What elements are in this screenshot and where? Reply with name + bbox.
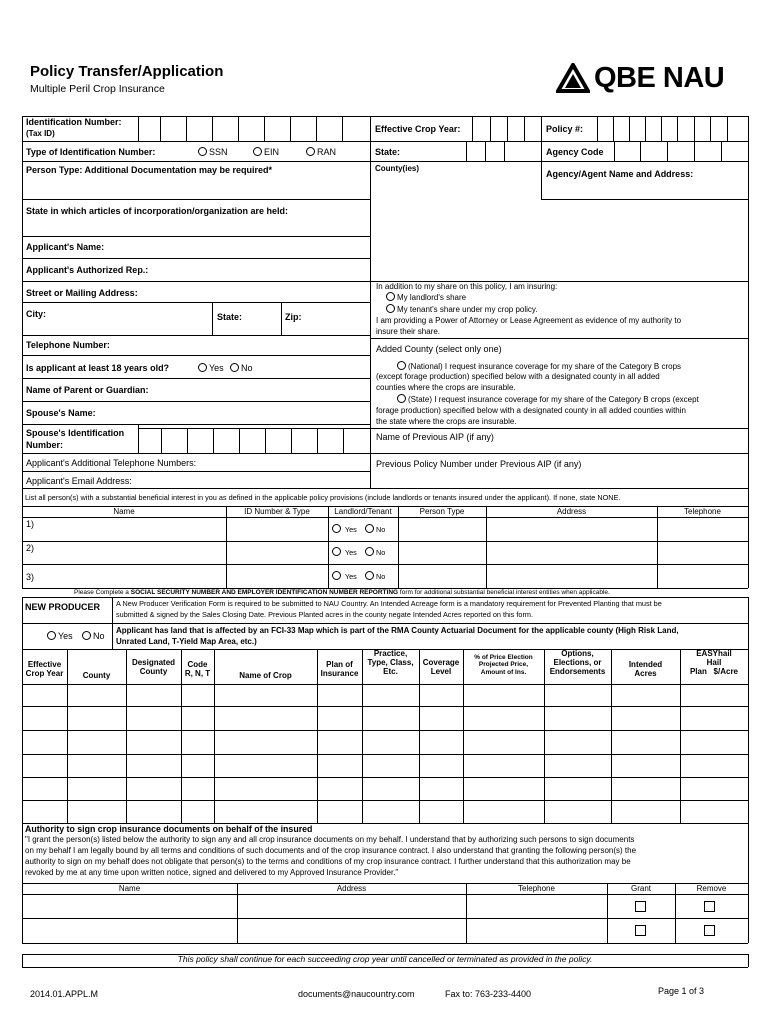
national-line-2: (except forage production) specified below with a designated county in all added [376, 372, 660, 381]
sbi-row-2-label: 2) [26, 543, 35, 553]
age-yes-option[interactable]: Yes [198, 363, 224, 373]
spouse-name-label: Spouse's Name: [26, 408, 96, 418]
age-no-option[interactable]: No [230, 363, 253, 373]
sbi-row-2-no-radio[interactable] [365, 547, 374, 556]
sbi-row-1-no[interactable]: No [365, 524, 385, 534]
sbi-row-1-no-radio[interactable] [365, 524, 374, 533]
national-radio[interactable] [397, 361, 406, 370]
crop-col-options: Options, Elections, or Endorsements [549, 649, 606, 677]
effective-crop-year-label: Effective Crop Year: [375, 124, 461, 134]
landlord-share-option[interactable]: My landlord's share [386, 292, 466, 302]
crop-col-easyhail: EASYhail Hail Plan $/Acre [689, 649, 739, 677]
city-state-label: State: [217, 312, 243, 322]
sbi-ssn-note: Please Complete a SOCIAL SECURITY NUMBER AND EMPLOYER IDENTIFICATION NUMBER REPORTING form for additional substantial beneficial interest entities when applicable. [74, 589, 610, 596]
logo-text: QBE NAU [594, 61, 725, 94]
sbi-row-1-label: 1) [26, 519, 35, 529]
ein-radio[interactable] [253, 147, 262, 156]
authority-title: Authority to sign crop insurance documents on behalf of the insured [25, 824, 313, 834]
sbi-row-1-yes-radio[interactable] [332, 524, 341, 533]
new-producer-text-1: A New Producer Verification Form is required to be submitted to NAU Country. An Intended Acreage form is a mandatory requirement for Prevented Planting that must be [116, 599, 662, 608]
page-subtitle: Multiple Peril Crop Insurance [30, 83, 165, 95]
previous-aip-label: Name of Previous AIP (if any) [376, 432, 494, 442]
poa-line-2: insure their share. [376, 327, 441, 336]
tax-id-label: (Tax ID) [26, 129, 55, 138]
tenant-share-radio[interactable] [386, 304, 395, 313]
telephone-label: Telephone Number: [26, 340, 110, 350]
counties-label: County(ies) [375, 164, 419, 173]
fci-yes-radio[interactable] [47, 631, 56, 640]
ein-option[interactable]: EIN [253, 147, 279, 157]
state-radio[interactable] [397, 394, 406, 403]
street-address-label: Street or Mailing Address: [26, 288, 138, 298]
added-county-label: Added County (select only one) [376, 344, 502, 354]
crop-col-county: County [82, 671, 111, 680]
grant-checkbox-1[interactable] [635, 901, 646, 912]
tenant-share-option[interactable]: My tenant's share under my crop policy. [386, 304, 538, 314]
state-incorporation-label: State in which articles of incorporation/organization are held: [26, 206, 289, 216]
age-no-radio[interactable] [230, 363, 239, 372]
zip-label: Zip: [285, 312, 302, 322]
continuation-notice: This policy shall continue for each succeeding crop year until cancelled or terminated as provided in the policy. [177, 954, 593, 964]
authority-text-2: on my behalf I am legally bound by all terms and conditions of such documents and of the crop insurance contract. I also understand that granting the following person(s) the [25, 846, 637, 855]
fci-yes-option[interactable]: Yes [47, 631, 73, 641]
fci-no-option[interactable]: No [82, 631, 105, 641]
remove-checkbox-1[interactable] [704, 901, 715, 912]
authority-col-grant: Grant [630, 884, 651, 893]
sbi-intro: List all person(s) with a substantial beneficial interest in you as defined in the applicable policy provisions (include landlords or tenants insured under the applicant). If none, state NONE. [25, 493, 621, 502]
ssn-radio[interactable] [198, 147, 207, 156]
previous-policy-label: Previous Policy Number under Previous AIP (if any) [376, 459, 582, 469]
ssn-option[interactable]: SSN [198, 147, 228, 157]
sbi-row-3-no[interactable]: No [365, 571, 385, 581]
authority-col-address: Address [336, 884, 367, 893]
sbi-row-3-no-radio[interactable] [365, 571, 374, 580]
company-logo [556, 60, 724, 96]
ran-option[interactable]: RAN [306, 147, 336, 157]
authority-text-4: revoked by me at any time upon written notice, signed and delivered to my Approved Insurance Provider." [25, 868, 399, 877]
email-label: Applicant's Email Address: [26, 476, 132, 486]
authority-col-telephone: Telephone [518, 884, 555, 893]
page-title: Policy Transfer/Application [30, 63, 224, 80]
agency-agent-label: Agency/Agent Name and Address: [546, 169, 694, 179]
crop-col-intended: Intended Acres [628, 660, 663, 679]
crop-col-effective: Effective Crop Year [25, 660, 64, 679]
crop-col-plan: Plan of Insurance [320, 660, 359, 679]
city-label: City: [26, 309, 46, 319]
authorized-rep-label: Applicant's Authorized Rep.: [26, 265, 149, 275]
identification-number-label: Identification Number: [26, 117, 122, 127]
fci-no-radio[interactable] [82, 631, 91, 640]
age-yes-radio[interactable] [198, 363, 207, 372]
ran-radio[interactable] [306, 147, 315, 156]
spouse-id-label-1: Spouse's Identification [26, 428, 125, 438]
sbi-row-2-yes-radio[interactable] [332, 547, 341, 556]
landlord-share-radio[interactable] [386, 292, 395, 301]
state-line-2: forage production) specified below with a designated county in all added counties within [376, 406, 686, 415]
sbi-row-3-label: 3) [26, 572, 35, 582]
authority-text-1: "I grant the person(s) listed below the authority to sign any and all crop insurance documents on my behalf. I understand that by authorizing such persons to sign documents [25, 835, 635, 844]
spouse-id-label-2: Number: [26, 440, 64, 450]
sbi-col-landlord: Landlord/Tenant [334, 507, 392, 516]
agency-code-label: Agency Code [546, 147, 604, 157]
national-line-3: counties where the crops are insurable. [376, 383, 516, 392]
crop-col-designated: Designated County [131, 658, 176, 677]
new-producer-label: NEW PRODUCER [25, 602, 101, 612]
national-option[interactable]: (National) I request insurance coverage for my share of the Category B crops [397, 361, 681, 371]
sbi-col-id: ID Number & Type [244, 507, 310, 516]
fci-text-1: Applicant has land that is affected by an FCI-33 Map which is part of the RMA County Actuarial Document for the applicable county (High Risk Land, [116, 626, 679, 635]
page-number: Page 1 of 3 [658, 986, 705, 996]
fci-text-2: Unrated Land, T-Yield Map Area, etc.) [116, 637, 257, 646]
crop-col-pct: % of Price Election Projected Price, Amount of Ins. [474, 654, 533, 676]
policy-number-label: Policy #: [546, 124, 584, 134]
authority-col-name: Name [118, 884, 141, 893]
crop-col-code: Code R, N, T [184, 660, 211, 679]
qbe-logo-icon [556, 63, 590, 93]
state-label: State: [375, 147, 401, 157]
authority-text-3: authority to sign on my behalf does not obligate that person(s) to the terms and conditions of my crop insurance contract. I further understand that this authorization may be [25, 857, 631, 866]
sbi-row-2-yes[interactable]: Yes [332, 547, 357, 557]
authority-col-remove: Remove [696, 884, 727, 893]
sbi-col-address: Address [556, 507, 587, 516]
age-question-label: Is applicant at least 18 years old? [26, 363, 170, 373]
sbi-col-telephone: Telephone [684, 507, 721, 516]
form-id: 2014.01.APPL.M [30, 989, 99, 999]
footer-email: documents@naucountry.com [298, 989, 415, 999]
sbi-row-3-yes[interactable]: Yes [332, 571, 357, 581]
parent-guardian-label: Name of Parent or Guardian: [26, 385, 149, 395]
state-line-3: the state where the crops are insurable. [376, 417, 517, 426]
sbi-row-2-no[interactable]: No [365, 547, 385, 557]
sbi-row-1-yes[interactable]: Yes [332, 524, 357, 534]
crop-col-name: Name of Crop [239, 671, 292, 680]
new-producer-text-2: submitted & signed by the Sales Closing Date. Previous Planted acres in the county negate Intended Acres reported on this form. [116, 610, 533, 619]
type-of-id-label: Type of Identification Number: [26, 147, 156, 157]
additional-phone-label: Applicant's Additional Telephone Numbers: [26, 458, 197, 468]
sbi-row-3-yes-radio[interactable] [332, 571, 341, 580]
footer-fax: Fax to: 763-233-4400 [445, 989, 532, 999]
crop-col-practice: Practice, Type, Class, Etc. [367, 649, 414, 677]
remove-checkbox-2[interactable] [704, 925, 715, 936]
person-type-label: Person Type: Additional Documentation may be required* [26, 165, 273, 175]
state-option[interactable]: (State) I request insurance coverage for my share of the Category B crops (except [397, 394, 699, 404]
applicant-name-label: Applicant's Name: [26, 242, 105, 252]
poa-line-1: I am providing a Power of Attorney or Lease Agreement as evidence of my authority to [376, 316, 682, 325]
sbi-col-name: Name [113, 507, 135, 516]
sbi-col-person-type: Person Type [419, 507, 465, 516]
insuring-intro: In addition to my share on this policy, I am insuring: [376, 282, 558, 291]
crop-col-coverage: Coverage Level [422, 658, 460, 677]
grant-checkbox-2[interactable] [635, 925, 646, 936]
